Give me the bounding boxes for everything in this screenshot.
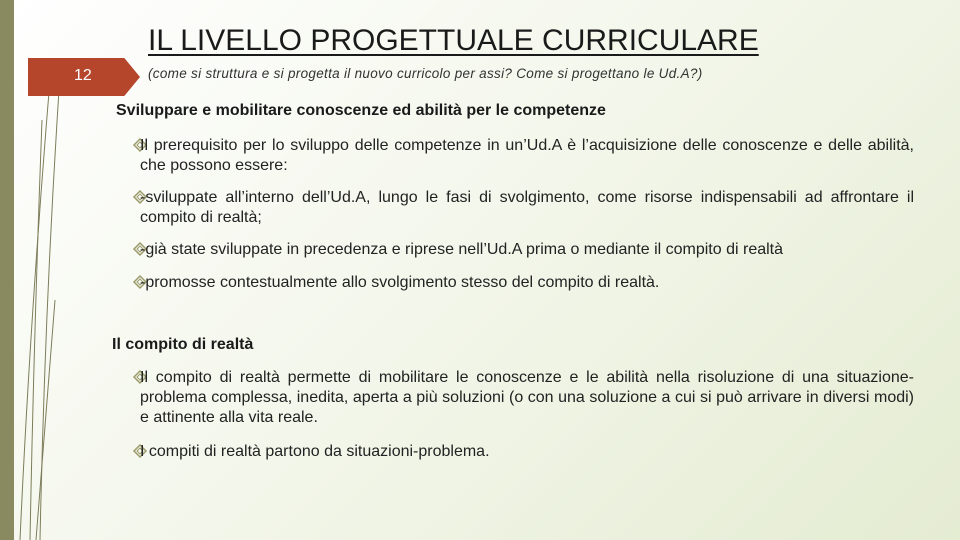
bullet-item	[132, 188, 914, 228]
bullet-text: -promosse contestualmente allo svolgimento stesso del compito di realtà.	[140, 274, 660, 291]
bullet-text: I compiti di realtà partono da situazioni-problema.	[140, 443, 490, 460]
bullet-text: Il compito di realtà permette di mobilitare le conoscenze e le abilità nella risoluzione di una situazione-problema complessa, inedita, aperta a più soluzioni (o con una soluzione a cui si può arrivare in diversi modi) e attinente alla vita reale.	[140, 369, 914, 426]
bullet-item	[132, 368, 914, 428]
left-decor-bar	[0, 0, 14, 540]
bullet-text: -sviluppate all’interno dell’Ud.A, lungo le fasi di svolgimento, come risorse indispensabili ad affrontare il compito di realtà;	[140, 189, 914, 226]
bullet-text: -già state sviluppate in precedenza e riprese nell’Ud.A prima o mediante il compito di realtà	[140, 241, 784, 258]
bullet-item	[132, 136, 914, 176]
bullet-item	[132, 240, 914, 260]
bullet-text: Il prerequisito per lo sviluppo delle competenze in un’Ud.A è l’acquisizione delle conoscenze e delle abilità, che possono essere:	[140, 137, 914, 174]
section-heading: Sviluppare e mobilitare conoscenze ed abilità per le competenze	[116, 102, 606, 119]
bullet-item	[132, 273, 914, 293]
section-heading: Il compito di realtà	[112, 336, 254, 353]
slide-subtitle: (come si struttura e si progetta il nuovo curricolo per assi? Come si progettano le Ud.A?)	[148, 66, 703, 81]
bullet-item	[132, 442, 914, 462]
slide-title: IL LIVELLO PROGETTUALE CURRICULARE	[148, 24, 759, 57]
slide-number: 12	[74, 67, 92, 84]
